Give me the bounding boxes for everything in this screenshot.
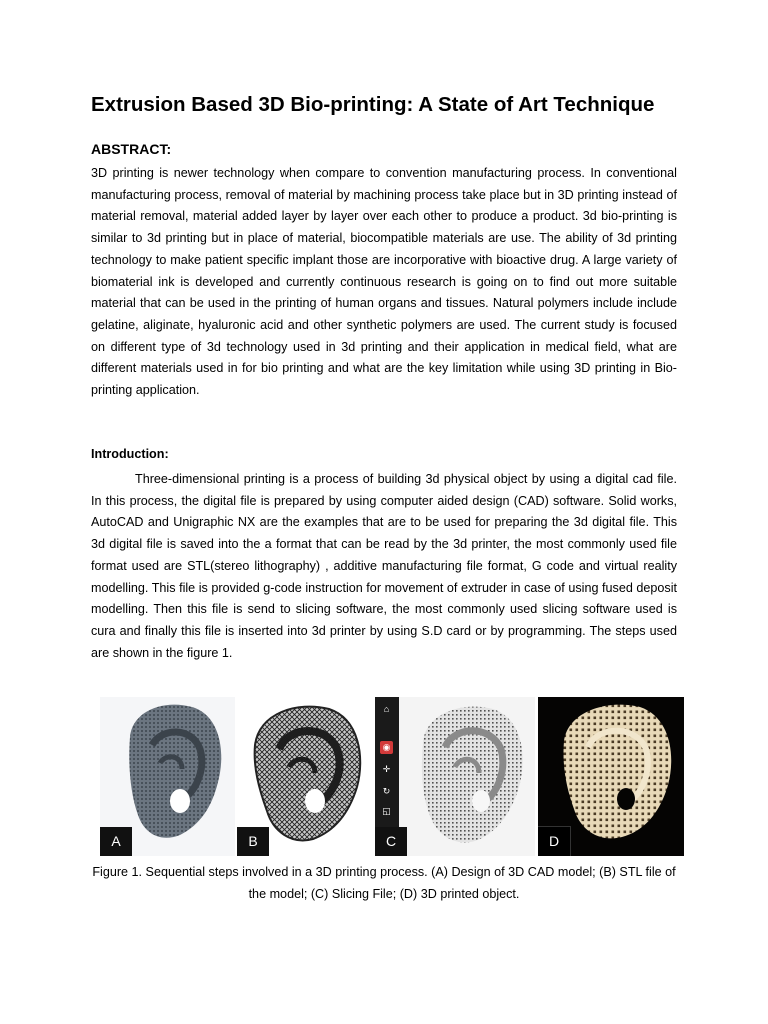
scale-icon: ◱ [382, 806, 391, 816]
abstract-body: 3D printing is newer technology when compare to convention manufacturing process. In conventional manufacturing process, removal of material by machining process take place but in 3D printing instead of material removal, material added layer by layer over each other to produce a product. 3d bio-printing is similar to 3d printing but in place of material, biocompatible materials are use. The ability of 3d printing technology to make patient specific implant those are incorporative with bioactive drug. A large variety of biomaterial ink is developed and currently continuous research is going on to find out more suitable material that can be used in the printing of human organs and tissues. Natural polymers include include gelatine, aliginate, hyaluronic acid and other synthetic polymers are used. The current study is focused on different type of 3d technology used in 3d printing and their application in medical field, what are different materials used in for bio printing and what are the key limitation while using 3D printing in Bio-printing application. [91, 166, 677, 398]
home-icon: ⌂ [383, 704, 390, 714]
rotate-icon: ↻ [382, 786, 391, 796]
panel-label-b: B [237, 827, 269, 856]
eye-icon: ◉ [380, 741, 393, 754]
figure-panel-b [237, 697, 371, 856]
panel-label-c: C [375, 827, 407, 856]
introduction-body: Three-dimensional printing is a process of building 3d physical object by using a digital cad file. In this process, the digital file is prepared by using computer aided design (CAD) software. Solid works, AutoCAD and Unigraphic NX are the examples that are to be used for preparing the 3d digital file. This 3d digital file is saved into the a format that can be read by the 3d printer, the most commonly used file format used are STL(stereo lithography) , additive manufacturing file format, G code and virtual reality modelling. This file is provided g-code instruction for movement of extruder in case of using fused deposit modelling. Then this file is send to slicing software, the most commonly used slicing software used is cura and finally this file is inserted into 3d printer by using S.D card or by programming. The steps used are shown in the figure 1. [91, 472, 677, 660]
figure-panel-d [538, 697, 684, 856]
abstract-heading: ABSTRACT: [91, 141, 172, 157]
figure-panel-a [100, 697, 235, 856]
introduction-heading: Introduction: [91, 447, 169, 461]
move-icon: ✛ [382, 764, 391, 774]
figure-panel-c [375, 697, 535, 856]
paper-title: Extrusion Based 3D Bio-printing: A State of Art Technique [91, 93, 655, 116]
panel-label-a: A [100, 827, 132, 856]
panel-label-d: D [538, 826, 571, 856]
figure-caption: Figure 1. Sequential steps involved in a 3D printing process. (A) Design of 3D CAD model; (B) STL file of the model; (C) Slicing File; (D) 3D printed object. [92, 865, 676, 901]
